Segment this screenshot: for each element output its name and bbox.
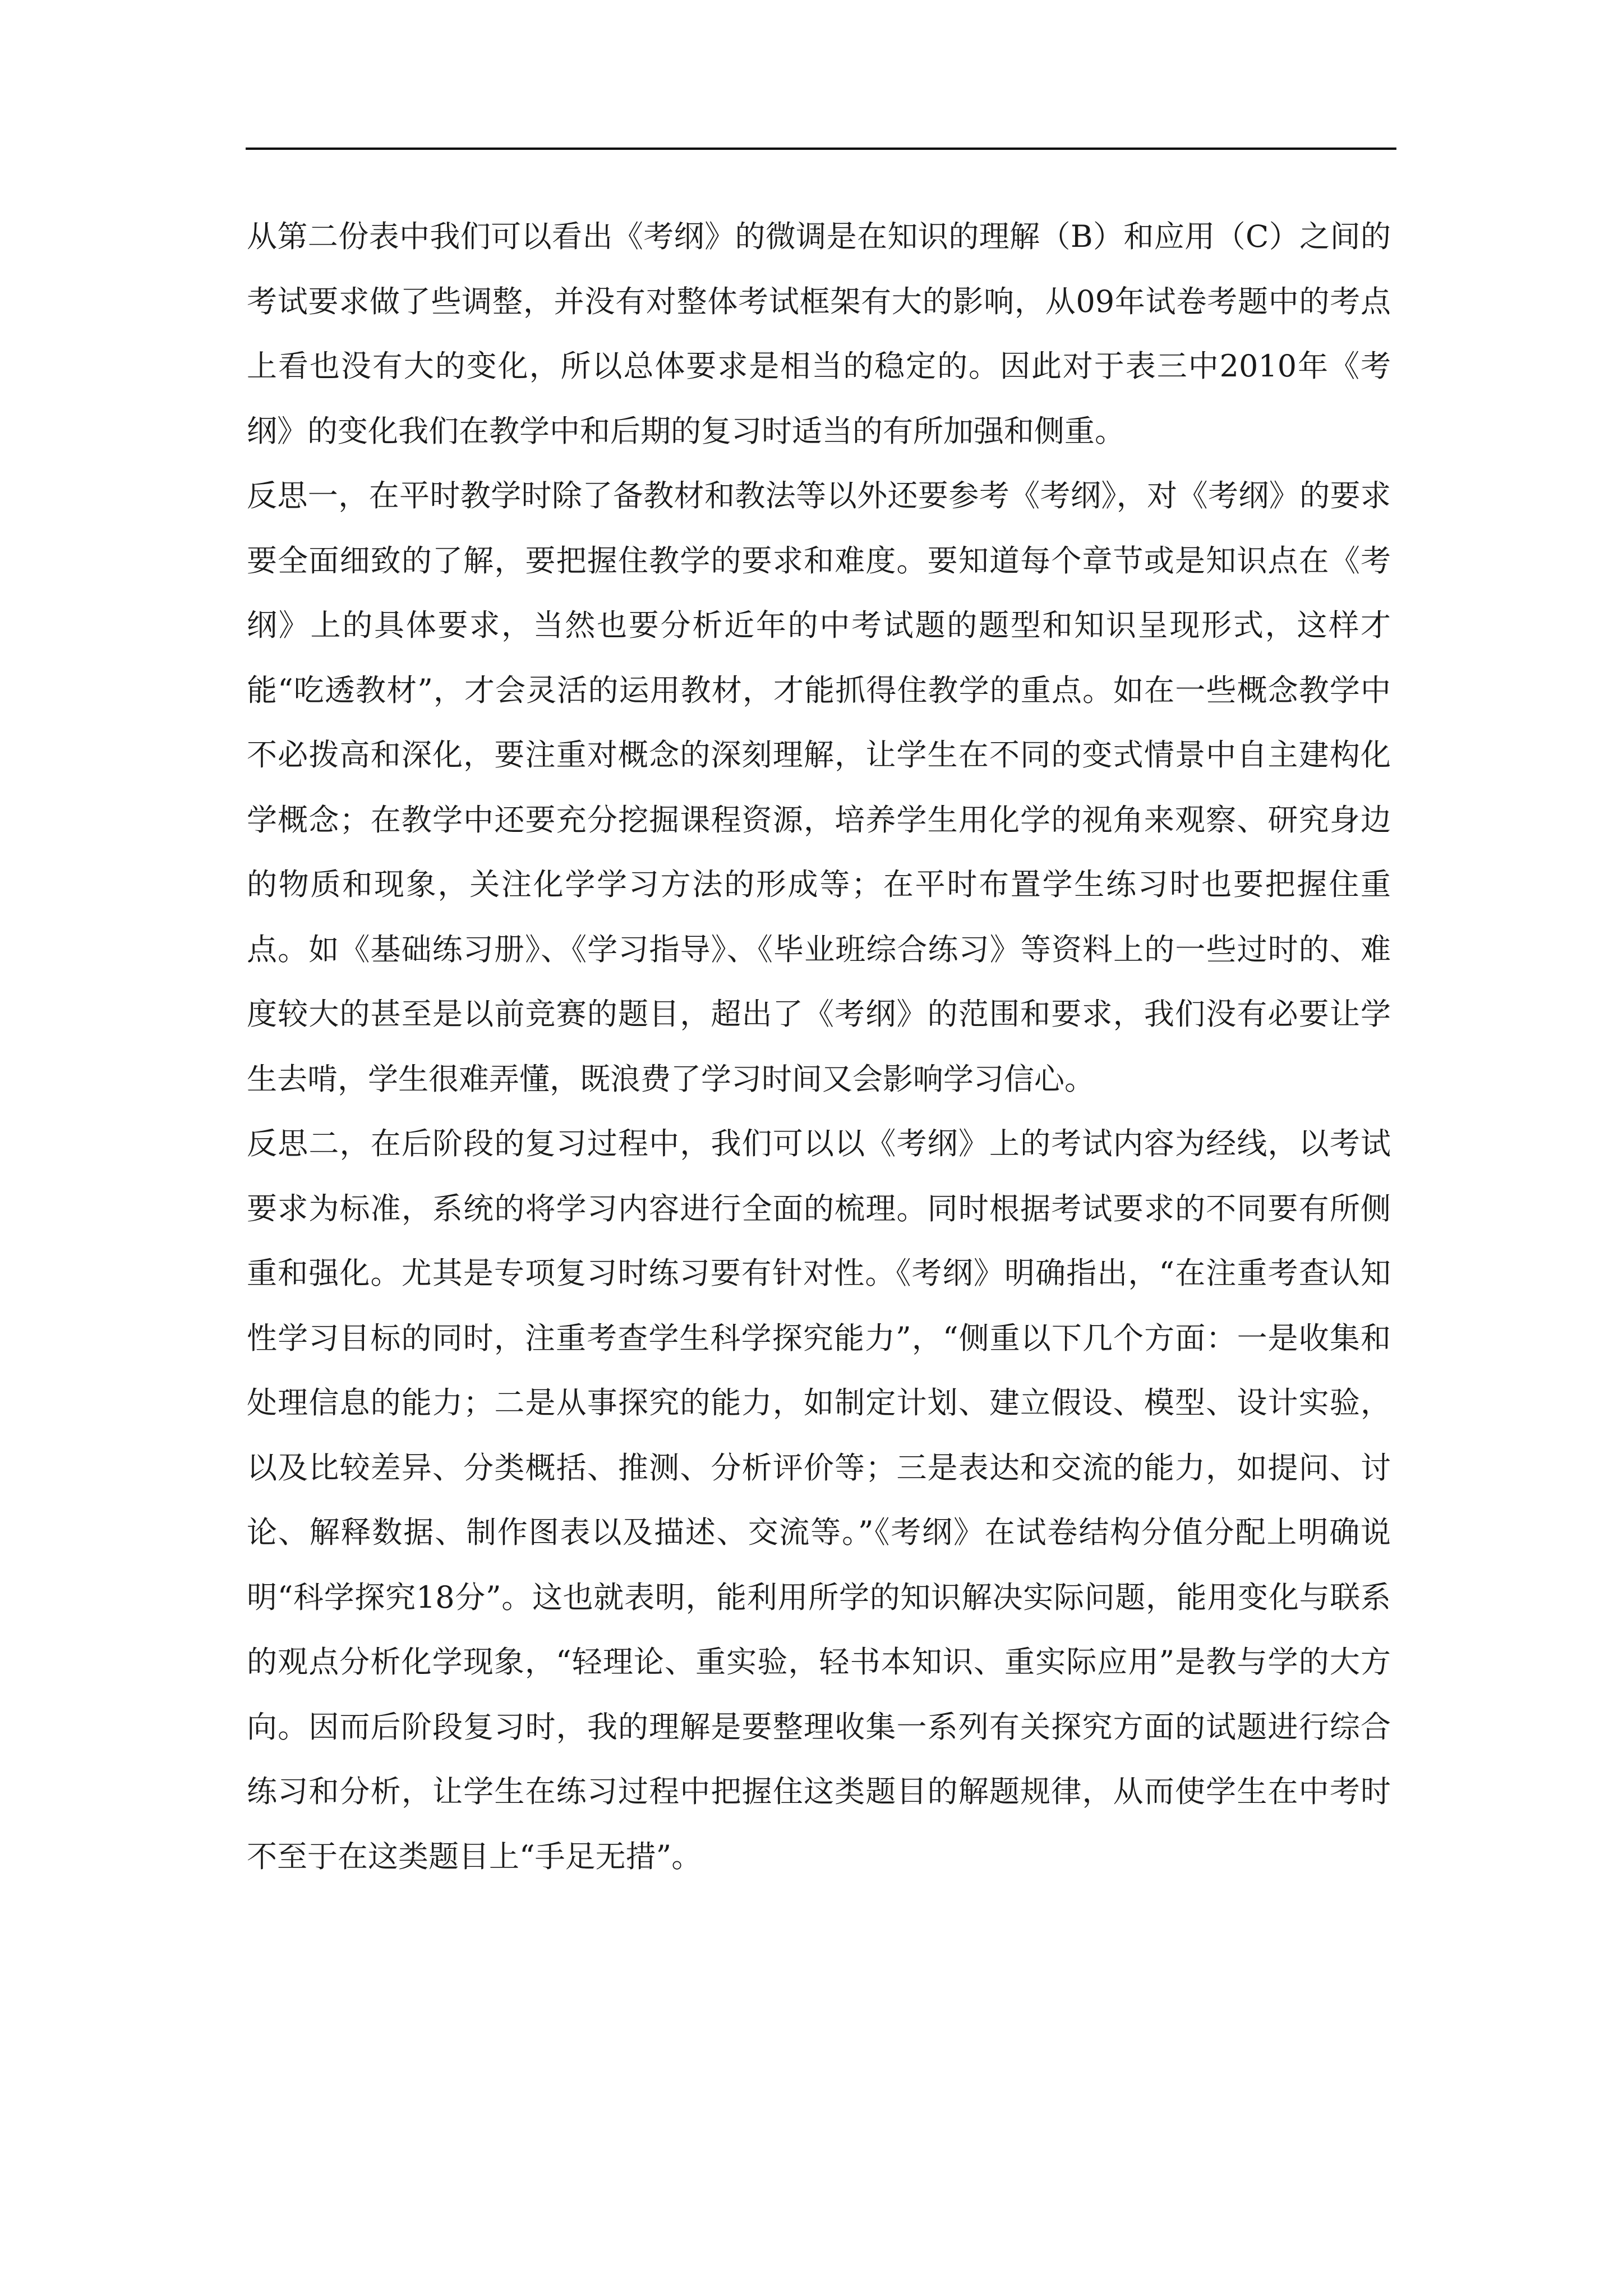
paragraph-3: 反思二，在后阶段的复习过程中，我们可以以《考纲》上的考试内容为经线，以考试要求为标准，系统的将学习内容进行全面的梳理。同时根据考试要求的不同要有所侧重和强化。尤其是专项复习时练习要有针对性。《考纲》明确指出，“在注重考查认知性学习目标的同时，注重考查学生科学探究能力”，“侧重以下几个方面：一是收集和处理信息的能力；二是从事探究的能力，如制定计划、建立假设、模型、设计实验，以及比较差异、分类概括、推测、分析评价等；三是表达和交流的能力，如提问、讨论、解释数据、制作图表以及描述、交流等。”《考纲》在试卷结构分值分配上明确说明“科学探究18分”。这也就表明，能利用所学的知识解决实际问题，能用变化与联系的观点分析化学现象，“轻理论、重实验，轻书本知识、重实际应用”是教与学的大方向。因而后阶段复习时，我的理解是要整理收集一系列有关探究方面的试题进行综合练习和分析，让学生在练习过程中把握住这类题目的解题规律，从而使学生在中考时不至于在这类题目上“手足无措”。 bbox=[247, 1126, 1391, 1874]
header-rule bbox=[246, 148, 1396, 150]
paragraph-2: 反思一，在平时教学时除了备教材和教法等以外还要参考《考纲》，对《考纲》的要求要全面细致的了解，要把握住教学的要求和难度。要知道每个章节或是知识点在《考纲》上的具体要求，当然也要分析近年的中考试题的题型和知识呈现形式，这样才能“吃透教材”，才会灵活的运用教材，才能抓得住教学的重点。如在一些概念教学中不必拨高和深化，要注重对概念的深刻理解，让学生在不同的变式情景中自主建构化学概念；在教学中还要充分挖掘课程资源，培养学生用化学的视角来观察、研究身边的物质和现象，关注化学学习方法的形成等；在平时布置学生练习时也要把握住重点。如《基础练习册》、《学习指导》、《毕业班综合练习》等资料上的一些过时的、难度较大的甚至是以前竞赛的题目，超出了《考纲》的范围和要求，我们没有必要让学生去啃，学生很难弄懂，既浪费了学习时间又会影响学习信心。 bbox=[247, 478, 1391, 1097]
paragraph-1: 从第二份表中我们可以看出《考纲》的微调是在知识的理解（B）和应用（C）之间的考试要求做了些调整，并没有对整体考试框架有大的影响，从09年试卷考题中的考点上看也没有大的变化，所以总体要求是相当的稳定的。因此对于表三中2010年《考纲》的变化我们在教学中和后期的复习时适当的有所加强和侧重。 bbox=[247, 219, 1391, 449]
body-text bbox=[247, 204, 1391, 1889]
